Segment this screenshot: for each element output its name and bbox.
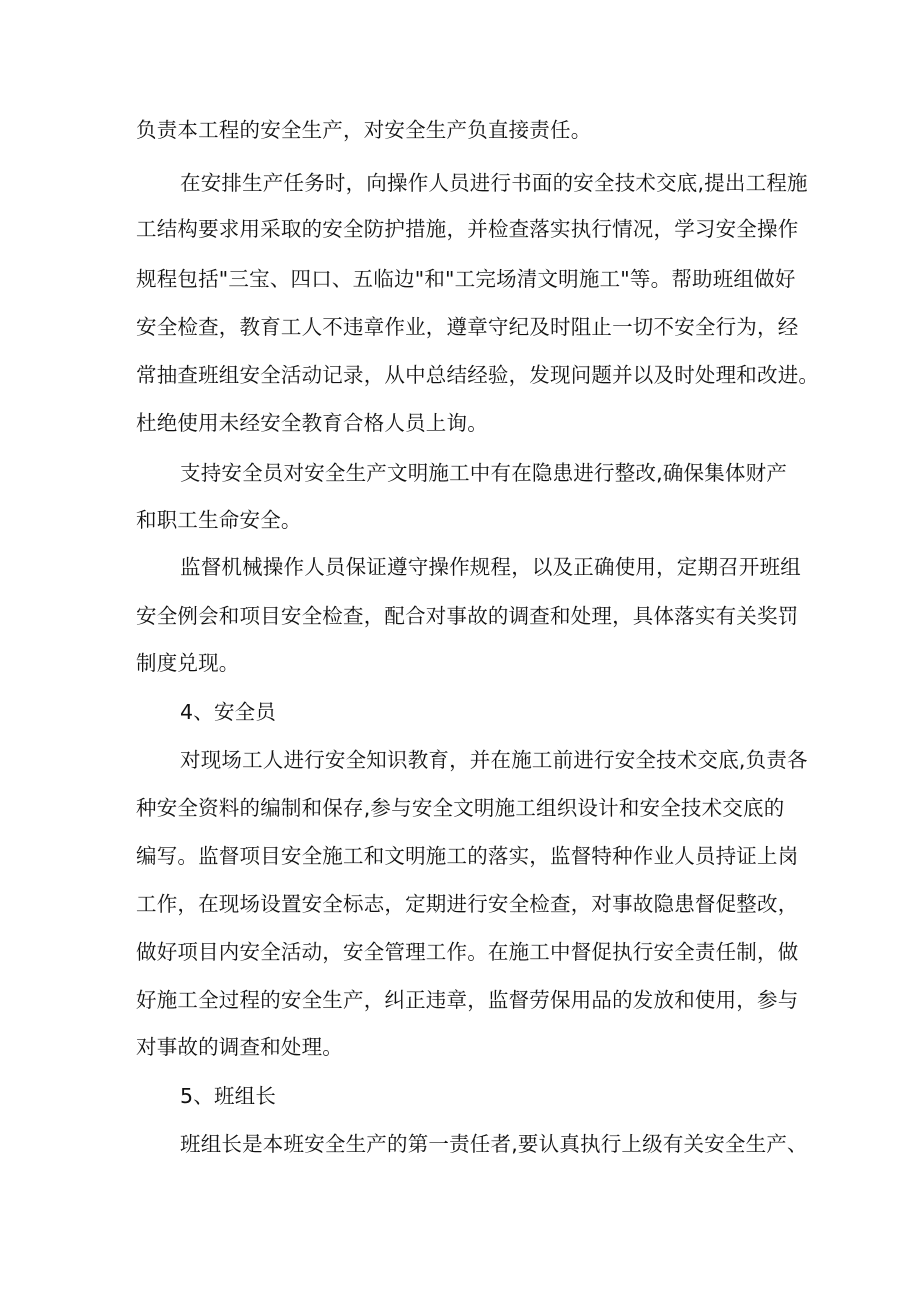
text-line: 制度兑现。	[136, 651, 240, 675]
text-line: 支持安全员对安全生产文明施工中有在隐患进行整改,确保集体财产	[180, 461, 788, 485]
text-line: 工作，在现场设置安全标志，定期进行安全检查，对事故隐患督促整改，	[136, 892, 799, 916]
text-line: 工结构要求用采取的安全防护措施，并检查落实执行情况，学习安全操作	[136, 217, 799, 241]
text-line: 编写。监督项目安全施工和文明施工的落实，监督特种作业人员持证上岗	[136, 844, 799, 868]
section-heading: 4、安全员	[180, 700, 277, 724]
text-line: 班组长是本班安全生产的第一责任者,要认真执行上级有关安全生产、	[180, 1132, 808, 1156]
text-line: 在安排生产任务时，向操作人员进行书面的安全技术交底,提出工程施	[180, 171, 808, 195]
text-line: 负责本工程的安全生产，对安全生产负直接责任。	[136, 118, 592, 142]
text-line: 安全例会和项目安全检查，配合对事故的调查和处理，具体落实有关奖罚	[136, 604, 799, 628]
section-heading: 5、班组长	[180, 1084, 277, 1108]
text-line: 种安全资料的编制和保存,参与安全文明施工组织设计和安全技术交底的	[136, 796, 785, 820]
text-line: 常抽查班组安全活动记录，从中总结经验，发现问题并以及时处理和改进。	[136, 363, 820, 387]
text-line: 规程包括"三宝、四口、五临边"和"工完场清文明施工"等。帮助班组做好	[136, 267, 796, 291]
text-line: 好施工全过程的安全生产，纠正违章，监督劳保用品的发放和使用，参与	[136, 988, 799, 1012]
text-line: 做好项目内安全活动，安全管理工作。在施工中督促执行安全责任制，做	[136, 940, 799, 964]
text-line: 和职工生命安全。	[136, 508, 302, 532]
text-line: 对事故的调查和处理。	[136, 1035, 343, 1059]
text-line: 对现场工人进行安全知识教育，并在施工前进行安全技术交底,负责各	[180, 748, 808, 772]
text-line: 监督机械操作人员保证遵守操作规程，以及正确使用，定期召开班组	[180, 555, 801, 579]
text-line: 安全检查，教育工人不违章作业，遵章守纪及时阻止一切不安全行为，经	[136, 315, 799, 339]
text-line: 杜绝使用未经安全教育合格人员上询。	[136, 411, 488, 435]
